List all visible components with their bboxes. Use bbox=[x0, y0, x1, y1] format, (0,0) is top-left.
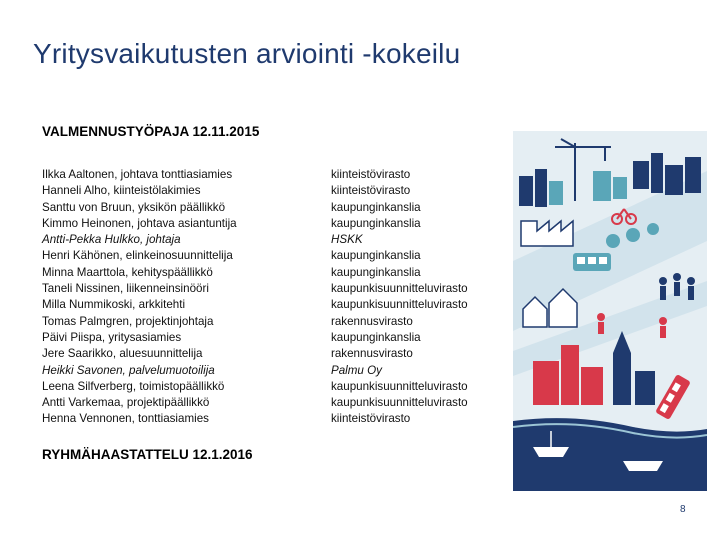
participant-organizations-list bbox=[331, 167, 506, 428]
participant-name: Heikki Savonen, palvelumuotoilija bbox=[42, 363, 215, 377]
participant-name: Tomas Palmgren, projektinjohtaja bbox=[42, 314, 214, 328]
city-illustration-graphic bbox=[513, 131, 707, 491]
participant-name: Santtu von Bruun, yksikön päällikkö bbox=[42, 200, 226, 214]
participant-organization: rakennusvirasto bbox=[331, 314, 413, 328]
participant-organization: HSKK bbox=[331, 233, 363, 247]
participant-name: Leena Silfverberg, toimistopäällikkö bbox=[42, 379, 225, 393]
participant-organization: kaupunkisuunnitteluvirasto bbox=[331, 396, 468, 410]
participant-names-list bbox=[42, 167, 322, 428]
participant-name: Henna Vennonen, tonttiasiamies bbox=[42, 412, 209, 426]
participant-name: Päivi Piispa, yritysasiamies bbox=[42, 330, 182, 344]
participant-organization: kaupunkisuunnitteluvirasto bbox=[331, 282, 468, 296]
section-heading-workshop: VALMENNUSTYÖPAJA 12.11.2015 bbox=[42, 124, 260, 139]
participant-organization: kiinteistövirasto bbox=[331, 412, 411, 426]
participant-name: Antti-Pekka Hulkko, johtaja bbox=[42, 233, 181, 247]
participant-name: Taneli Nissinen, liikenneinsinööri bbox=[42, 282, 209, 296]
participant-organization: kiinteistövirasto bbox=[331, 168, 411, 181]
participant-name: Henri Kähönen, elinkeinosuunnittelija bbox=[42, 249, 233, 263]
participant-organization: kaupunginkanslia bbox=[331, 249, 421, 263]
participant-name: Hanneli Alho, kiinteistölakimies bbox=[42, 184, 201, 198]
participant-organization: kaupunginkanslia bbox=[331, 265, 421, 279]
participant-organization: kaupunginkanslia bbox=[331, 200, 421, 214]
participant-organization: Palmu Oy bbox=[331, 363, 382, 377]
participant-name: Jere Saarikko, aluesuunnittelija bbox=[42, 347, 203, 361]
participant-organization: kaupunginkanslia bbox=[331, 216, 421, 230]
city-illustration bbox=[513, 131, 707, 491]
participant-organization: kiinteistövirasto bbox=[331, 184, 411, 198]
participant-name: Minna Maarttola, kehityspäällikkö bbox=[42, 265, 213, 279]
participant-name: Milla Nummikoski, arkkitehti bbox=[42, 298, 186, 312]
participant-organization: kaupunginkanslia bbox=[331, 330, 421, 344]
participant-name: Kimmo Heinonen, johtava asiantuntija bbox=[42, 216, 237, 230]
section-heading-group-interview: RYHMÄHAASTATTELU 12.1.2016 bbox=[42, 447, 253, 462]
participant-organization: kaupunkisuunnitteluvirasto bbox=[331, 379, 468, 393]
participant-organization: rakennusvirasto bbox=[331, 347, 413, 361]
participant-name: Antti Varkemaa, projektipäällikkö bbox=[42, 396, 210, 410]
page-number: 8 bbox=[680, 504, 686, 515]
participant-name: Ilkka Aaltonen, johtava tonttiasiamies bbox=[42, 168, 233, 181]
participant-organization: kaupunkisuunnitteluvirasto bbox=[331, 298, 468, 312]
slide-title: Yritysvaikutusten arviointi -kokeilu bbox=[33, 38, 461, 69]
